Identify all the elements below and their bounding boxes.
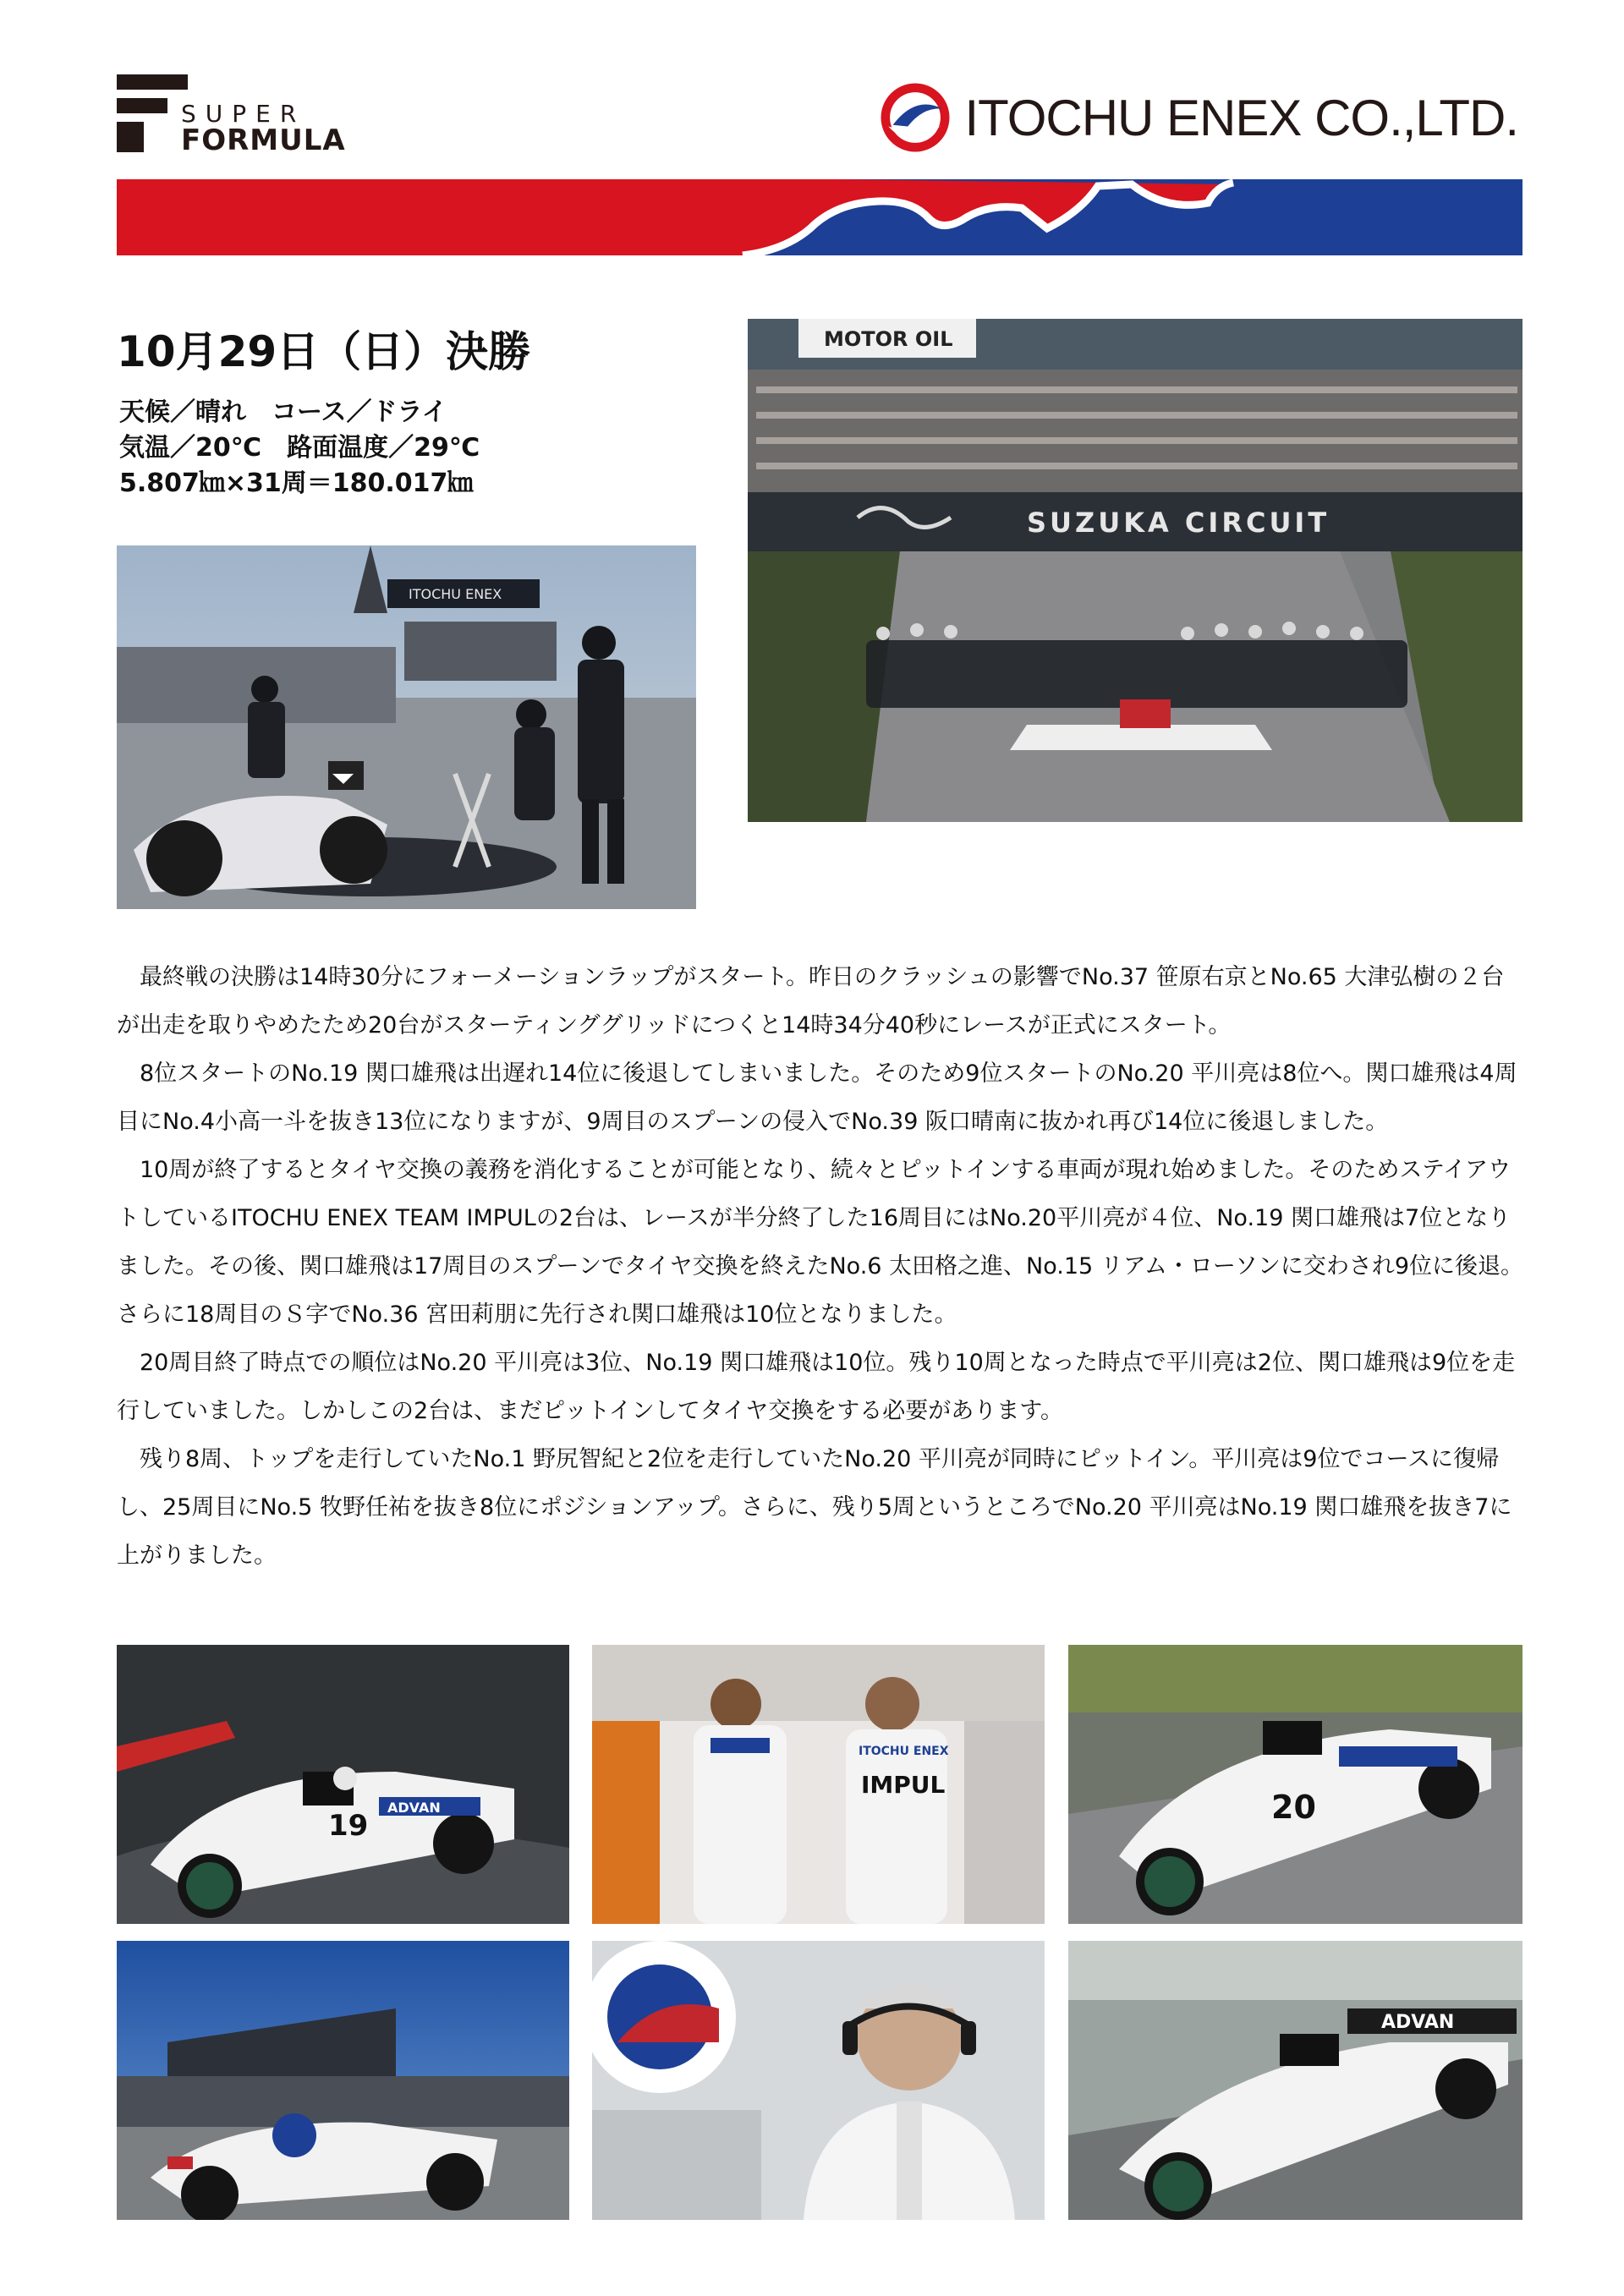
report-paragraph: 最終戦の決勝は14時30分にフォーメーションラップがスタート。昨日のクラッシュの影響でNo.37 笹原右京とNo.65 大津弘樹の２台が出走を取りやめたため20台がスターティンググリッドにつくと14時34分40秒にレースが正式にスタート。 xyxy=(117,964,1505,1038)
pit-banner-text: ITOCHU ENEX xyxy=(409,586,502,602)
grid-banner-text: SUZUKA CIRCUIT xyxy=(1027,507,1330,539)
report-paragraph: 残り8周、トップを走行していたNo.1 野尻智紀と2位を走行していたNo.20 平川亮が同時にピットイン。平川亮は9位でコースに復帰し、25周目にNo.5 牧野任祐を抜き8位にポジションアップ。さらに、残り5周というところでNo.20 平川亮はNo.19 関口雄飛を抜き7に上がりました。 xyxy=(117,1446,1512,1569)
suit-team-text: IMPUL xyxy=(861,1771,946,1799)
logo-bar xyxy=(117,122,144,152)
photo-car-20-advan xyxy=(1068,1941,1522,2220)
race-conditions xyxy=(119,395,480,501)
condition-distance: 5.807㎞×31周＝180.017㎞ xyxy=(119,469,474,498)
header-ribbon xyxy=(117,179,1522,255)
report-paragraph: 10周が終了するとタイヤ交換の義務を消化することが可能となり、続々とピットインする車両が現れ始めました。そのためステイアウトしているITOCHU ENEX TEAM IMPULの2台は、レースが半分終了した16周目にはNo.20平川亮が４位、No.19 関口雄飛は7位となりました。その後、関口雄飛は17周目のスプーンでタイヤ交換を終えたNo.6 太田格之進、No.15 リアム・ローソンに交わされ9位に後退。さらに18周目のＳ字でNo.36 宮田莉朋に先行され関口雄飛は10位となりました。 xyxy=(117,1157,1524,1328)
photo-pit-stop xyxy=(117,545,696,909)
itochu-enex-logo xyxy=(878,79,1518,156)
report-paragraph: 8位スタートのNo.19 関口雄飛は出遅れ14位に後退してしまいました。そのため9位スタートのNo.20 平川亮は8位へ。関口雄飛は4周目にNo.4小高一斗を抜き13位になりますが、9周目のスプーンの侵入でNo.39 阪口晴南に抜かれ再び14位に後退しました。 xyxy=(117,1060,1517,1135)
suit-sponsor-text: ITOCHU ENEX xyxy=(859,1745,949,1758)
car-sponsor-banner-text: ADVAN xyxy=(1381,2012,1455,2033)
logo-text-super: SUPER xyxy=(181,100,306,128)
race-report xyxy=(117,953,1524,1580)
car-number-20: 20 xyxy=(1271,1789,1316,1826)
photo-car-pit-lane-stands xyxy=(117,1941,569,2220)
photo-drivers-podium xyxy=(592,1645,1045,1924)
car-number-19: 19 xyxy=(328,1809,369,1843)
photo-car-20-track xyxy=(1068,1645,1522,1924)
logo-text-formula: FORMULA xyxy=(181,123,346,157)
enex-emblem-icon xyxy=(878,80,952,155)
grid-sponsor-text: MOTOR OIL xyxy=(824,327,953,351)
logo-bar xyxy=(117,98,167,113)
condition-temperature: 気温／20℃ 路面温度／29℃ xyxy=(119,433,480,463)
photo-starting-grid xyxy=(748,319,1522,822)
company-name: ITOCHU ENEX CO.,LTD. xyxy=(964,89,1518,146)
report-paragraph: 20周目終了時点での順位はNo.20 平川亮は3位、No.19 関口雄飛は10位。残り10周となった時点で平川亮は2位、関口雄飛は9位を走行していました。しかしこの2台は、まだピットインしてタイヤ交換をする必要があります。 xyxy=(117,1350,1516,1424)
photo-car-19-cornering xyxy=(117,1645,569,1924)
photo-team-manager xyxy=(592,1941,1045,2220)
condition-weather-course: 天候／晴れ コース／ドライ xyxy=(119,397,447,427)
logo-bar xyxy=(117,74,188,90)
race-title: 10月29日（日）決勝 xyxy=(117,327,531,376)
car-sponsor-text: ADVAN xyxy=(387,1800,441,1816)
super-formula-logo xyxy=(117,74,370,159)
